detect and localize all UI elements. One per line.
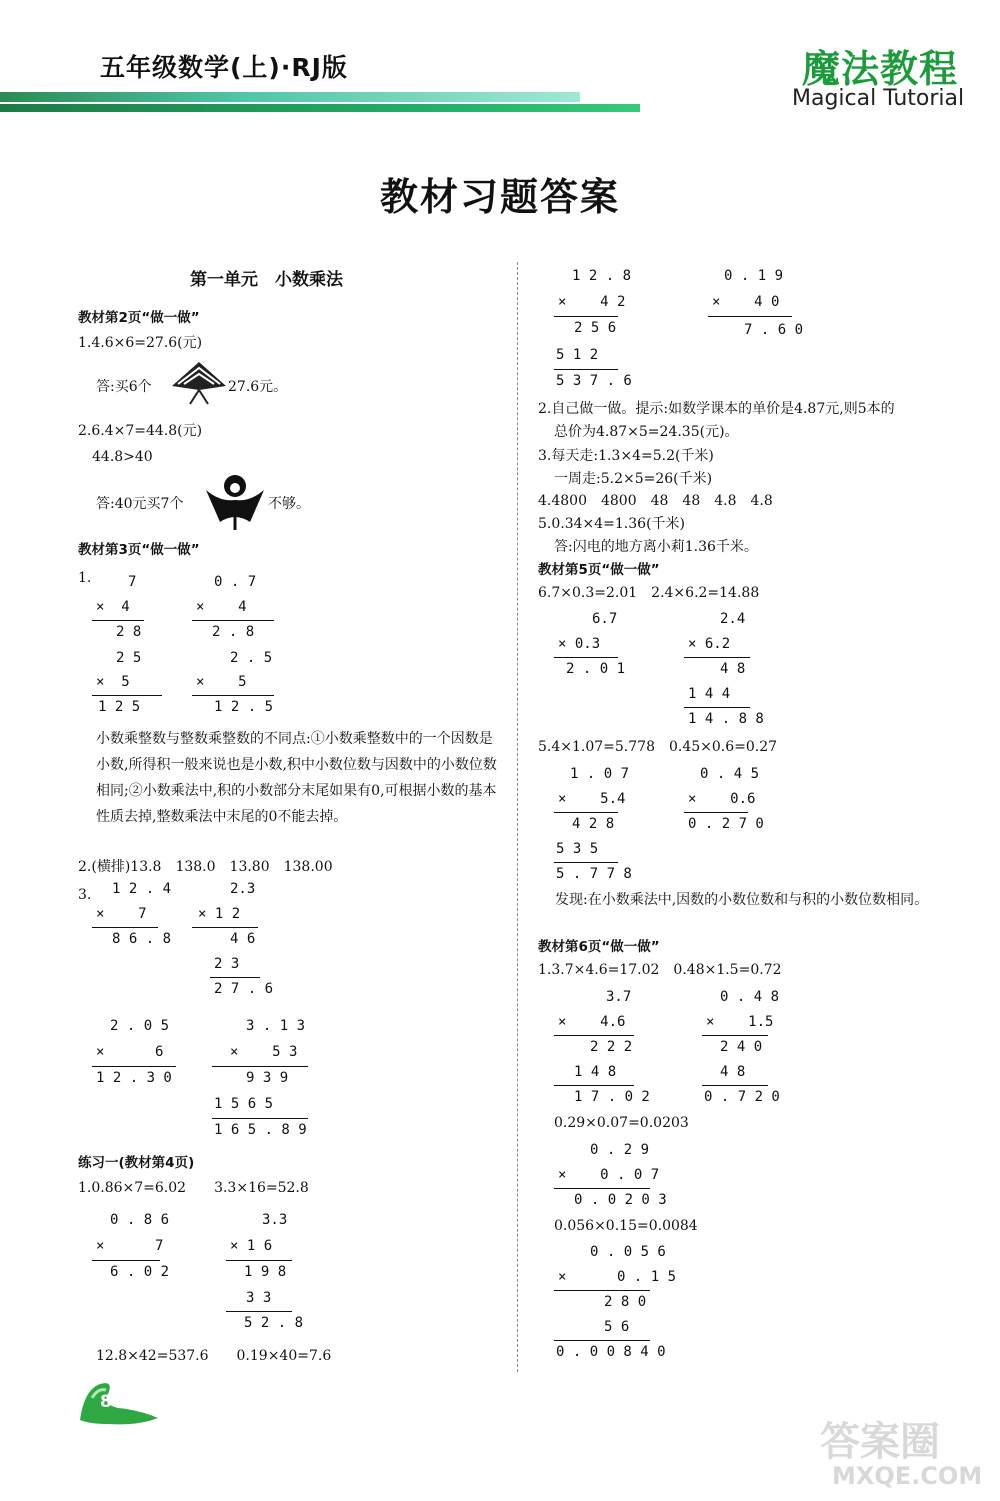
- watermark-url: MXQE.COM: [832, 1462, 983, 1490]
- column-divider: [517, 262, 518, 1372]
- calc-digit: 3 3: [246, 1290, 272, 1306]
- answer-line: 6.7×0.3=2.01 2.4×6.2=14.88: [538, 585, 760, 601]
- calc-digit: 1 . 0 7: [570, 766, 630, 782]
- calc-rule: [212, 1066, 308, 1067]
- calc-digit: 3.7: [606, 989, 632, 1005]
- calc-digit: × 0.6: [688, 791, 756, 807]
- answer-line: 44.8>40: [92, 449, 153, 465]
- calc-digit: 4 2 8: [572, 816, 615, 832]
- calc-digit: 0 . 7: [214, 574, 257, 590]
- calc-digit: 9 3 9: [246, 1070, 289, 1086]
- calc-digit: 5 3 5: [556, 841, 599, 857]
- calc-digit: 2 8: [116, 624, 142, 640]
- brand-logo-en: Magical Tutorial: [792, 86, 965, 111]
- calc-digit: 4 8: [720, 1064, 746, 1080]
- calc-digit: 1 4 8: [574, 1064, 617, 1080]
- answer-line: 5.4×1.07=5.778 0.45×0.6=0.27: [538, 739, 778, 755]
- calc-digit: 0 . 2 9: [590, 1142, 650, 1158]
- calc-digit: × 7: [96, 1238, 164, 1254]
- answer-line: 27.6元。: [228, 379, 288, 395]
- calc-digit: 6.7: [592, 611, 618, 627]
- section-heading: 教材第3页“做一做”: [78, 542, 200, 558]
- calc-rule: [92, 1066, 176, 1067]
- calc-digit: 7: [128, 574, 137, 590]
- calc-digit: × 5: [196, 674, 247, 690]
- calc-rule: [554, 1340, 650, 1341]
- calc-digit: 1 2 . 8: [572, 268, 632, 284]
- answer-line: 1.0.86×7=6.02 3.3×16=52.8: [78, 1180, 309, 1196]
- calc-digit: 1 5 6 5: [214, 1096, 274, 1112]
- calc-digit: × 4: [96, 599, 130, 615]
- calc-digit: 2 8 0: [604, 1294, 647, 1310]
- explanation-paragraph: 小数乘整数与整数乘整数的不同点:①小数乘整数中的一个因数是小数,所得积一般来说也是小数,积中小数位数与因数中的小数位数相同;②小数乘法中,积的小数部分末尾如果有0,可根据小数的基本性质去掉,整数乘法中末尾的0不能去掉。: [96, 731, 497, 825]
- calc-digit: 6 . 0 2: [110, 1264, 170, 1280]
- calc-rule: [554, 1035, 634, 1036]
- answer-line: 2.(横排)13.8 138.0 13.80 138.00: [78, 859, 333, 875]
- calc-rule: [554, 316, 618, 317]
- answer-line: 答:买6个: [96, 379, 152, 395]
- calc-digit: × 1.5: [706, 1014, 774, 1030]
- calc-digit: 2.4: [720, 611, 746, 627]
- calc-digit: 1 2 5: [98, 699, 141, 715]
- calc-digit: × 5.4: [558, 791, 626, 807]
- calc-digit: 5 1 2: [556, 347, 599, 363]
- answer-line: 2.6.4×7=44.8(元): [78, 423, 203, 439]
- calc-digit: 2 4 0: [720, 1039, 763, 1055]
- calc-digit: 3 . 1 3: [246, 1018, 306, 1034]
- calc-digit: 1 2 . 5: [214, 699, 274, 715]
- answer-line: 0.056×0.15=0.0084: [554, 1218, 698, 1234]
- calc-digit: 2 . 8: [212, 624, 255, 640]
- calc-digit: 0 . 0 2 0 3: [574, 1192, 667, 1208]
- answer-line: 1.4.6×6=27.6(元): [78, 335, 203, 351]
- calc-digit: 8 6 . 8: [112, 931, 172, 947]
- question-number: 3.: [78, 887, 92, 903]
- page-title: 教材习题答案: [379, 174, 620, 219]
- calc-rule: [554, 369, 618, 370]
- answer-line: 答:40元买7个: [96, 496, 184, 512]
- header-bar-bottom: [0, 104, 640, 112]
- calc-digit: 2 . 0 1: [566, 661, 626, 677]
- calc-rule: [554, 1085, 634, 1086]
- page-number: 86: [100, 1392, 124, 1412]
- calc-digit: 2 5 6: [574, 320, 617, 336]
- calc-digit: 4 8: [720, 661, 746, 677]
- answer-line: 5.0.34×4=1.36(千米): [538, 516, 685, 532]
- calc-digit: 1 4 4: [688, 686, 731, 702]
- calc-digit: 0 . 8 6: [110, 1212, 170, 1228]
- calc-digit: 0 . 1 9: [724, 268, 784, 284]
- watermark-text: 答案圈: [820, 1419, 940, 1465]
- calc-rule: [554, 812, 618, 813]
- calc-digit: 7 . 6 0: [744, 322, 804, 338]
- calc-digit: × 4 2: [558, 294, 626, 310]
- calc-digit: × 1 2: [198, 906, 241, 922]
- calc-rule: [210, 977, 260, 978]
- calc-digit: 1 2 . 3 0: [96, 1070, 172, 1086]
- section-heading: 教材第2页“做一做”: [78, 310, 200, 326]
- section-heading: 教材第5页“做一做”: [538, 562, 660, 578]
- calc-rule: [554, 1188, 650, 1189]
- calc-digit: 5 6: [604, 1319, 630, 1335]
- calc-digit: 2 3: [214, 956, 240, 972]
- calc-digit: × 7: [96, 906, 147, 922]
- calc-digit: 5 2 . 8: [244, 1315, 304, 1331]
- calc-digit: 2.3: [230, 881, 256, 897]
- calc-digit: 2 2 2: [590, 1039, 633, 1055]
- calc-digit: × 5 3: [230, 1044, 298, 1060]
- calc-digit: × 4: [196, 599, 247, 615]
- unit-title: 第一单元 小数乘法: [190, 270, 343, 290]
- calc-rule: [226, 1260, 292, 1261]
- calc-rule: [192, 927, 258, 928]
- finding-paragraph: 发现:在小数乘法中,因数的小数位数和与积的小数位数相同。: [555, 892, 929, 908]
- calc-rule: [708, 316, 792, 317]
- calc-digit: × 1 6: [230, 1238, 273, 1254]
- calc-digit: 0 . 7 2 0: [704, 1089, 780, 1105]
- answer-line: 1.3.7×4.6=17.02 0.48×1.5=0.72: [538, 962, 782, 978]
- calc-digit: 3.3: [262, 1212, 288, 1228]
- calc-digit: × 0 . 0 7: [558, 1167, 660, 1183]
- answer-line: 12.8×42=537.6 0.19×40=7.6: [96, 1348, 332, 1364]
- calc-digit: 4 6: [230, 931, 256, 947]
- answer-line: 3.每天走:1.3×4=5.2(千米): [538, 448, 714, 464]
- answer-line: 0.29×0.07=0.0203: [554, 1115, 689, 1131]
- calc-rule: [226, 1311, 292, 1312]
- calc-rule: [92, 620, 144, 621]
- calc-digit: 2 . 5: [230, 650, 273, 666]
- calc-digit: 2 7 . 6: [214, 981, 274, 997]
- kite-bird-icon: [204, 472, 266, 532]
- brand-logo-cn: 魔法教程: [802, 47, 959, 91]
- calc-rule: [702, 1035, 768, 1036]
- calc-digit: × 4 0: [712, 294, 780, 310]
- calc-rule: [554, 657, 618, 658]
- calc-digit: 2 5: [116, 650, 142, 666]
- calc-rule: [554, 862, 618, 863]
- calc-digit: × 6.2: [688, 636, 731, 652]
- calc-digit: × 5: [96, 674, 130, 690]
- calc-digit: 0 . 4 5: [700, 766, 760, 782]
- calc-digit: 1 7 . 0 2: [574, 1089, 650, 1105]
- calc-rule: [92, 695, 162, 696]
- calc-digit: 1 4 . 8 8: [688, 711, 764, 727]
- calc-digit: 0 . 2 7 0: [688, 816, 764, 832]
- calc-rule: [192, 695, 274, 696]
- calc-rule: [702, 1085, 768, 1086]
- calc-rule: [684, 812, 748, 813]
- book-title: 五年级数学(上)·RJ版: [100, 53, 348, 82]
- calc-digit: 5 3 7 . 6: [556, 373, 632, 389]
- answer-line: 不够。: [268, 496, 310, 512]
- calc-digit: 5 . 7 7 8: [556, 866, 632, 882]
- calc-digit: 1 9 8: [244, 1264, 287, 1280]
- calc-rule: [684, 657, 750, 658]
- calc-rule: [92, 927, 158, 928]
- calc-digit: 1 2 . 4: [112, 881, 172, 897]
- calc-rule: [554, 1290, 650, 1291]
- kite-icon: [170, 360, 228, 406]
- calc-digit: 2 . 0 5: [110, 1018, 170, 1034]
- calc-digit: 0 . 4 8: [720, 989, 780, 1005]
- section-heading: 练习一(教材第4页): [78, 1155, 195, 1171]
- calc-rule: [92, 1260, 160, 1261]
- answer-line: 总价为4.87×5=24.35(元)。: [554, 424, 739, 440]
- calc-digit: 0 . 0 0 8 4 0: [556, 1344, 666, 1360]
- calc-rule: [212, 1118, 308, 1119]
- calc-digit: 1 6 5 . 8 9: [214, 1122, 307, 1138]
- calc-rule: [684, 707, 750, 708]
- answer-line: 一周走:5.2×5=26(千米): [554, 471, 713, 487]
- question-number: 1.: [78, 570, 92, 586]
- calc-digit: 0 . 0 5 6: [590, 1244, 666, 1260]
- answer-line: 4.4800 4800 48 48 4.8 4.8: [538, 493, 773, 509]
- calc-rule: [192, 620, 274, 621]
- calc-digit: × 6: [96, 1044, 164, 1060]
- calc-digit: × 4.6: [558, 1014, 626, 1030]
- header-bar-top: [0, 92, 580, 102]
- answer-line: 2.自己做一做。提示:如数学课本的单价是4.87元,则5本的: [538, 401, 895, 417]
- calc-digit: × 0 . 1 5: [558, 1269, 677, 1285]
- section-heading: 教材第6页“做一做”: [538, 939, 660, 955]
- calc-digit: × 0.3: [558, 636, 601, 652]
- answer-line: 答:闪电的地方离小莉1.36千米。: [554, 539, 758, 555]
